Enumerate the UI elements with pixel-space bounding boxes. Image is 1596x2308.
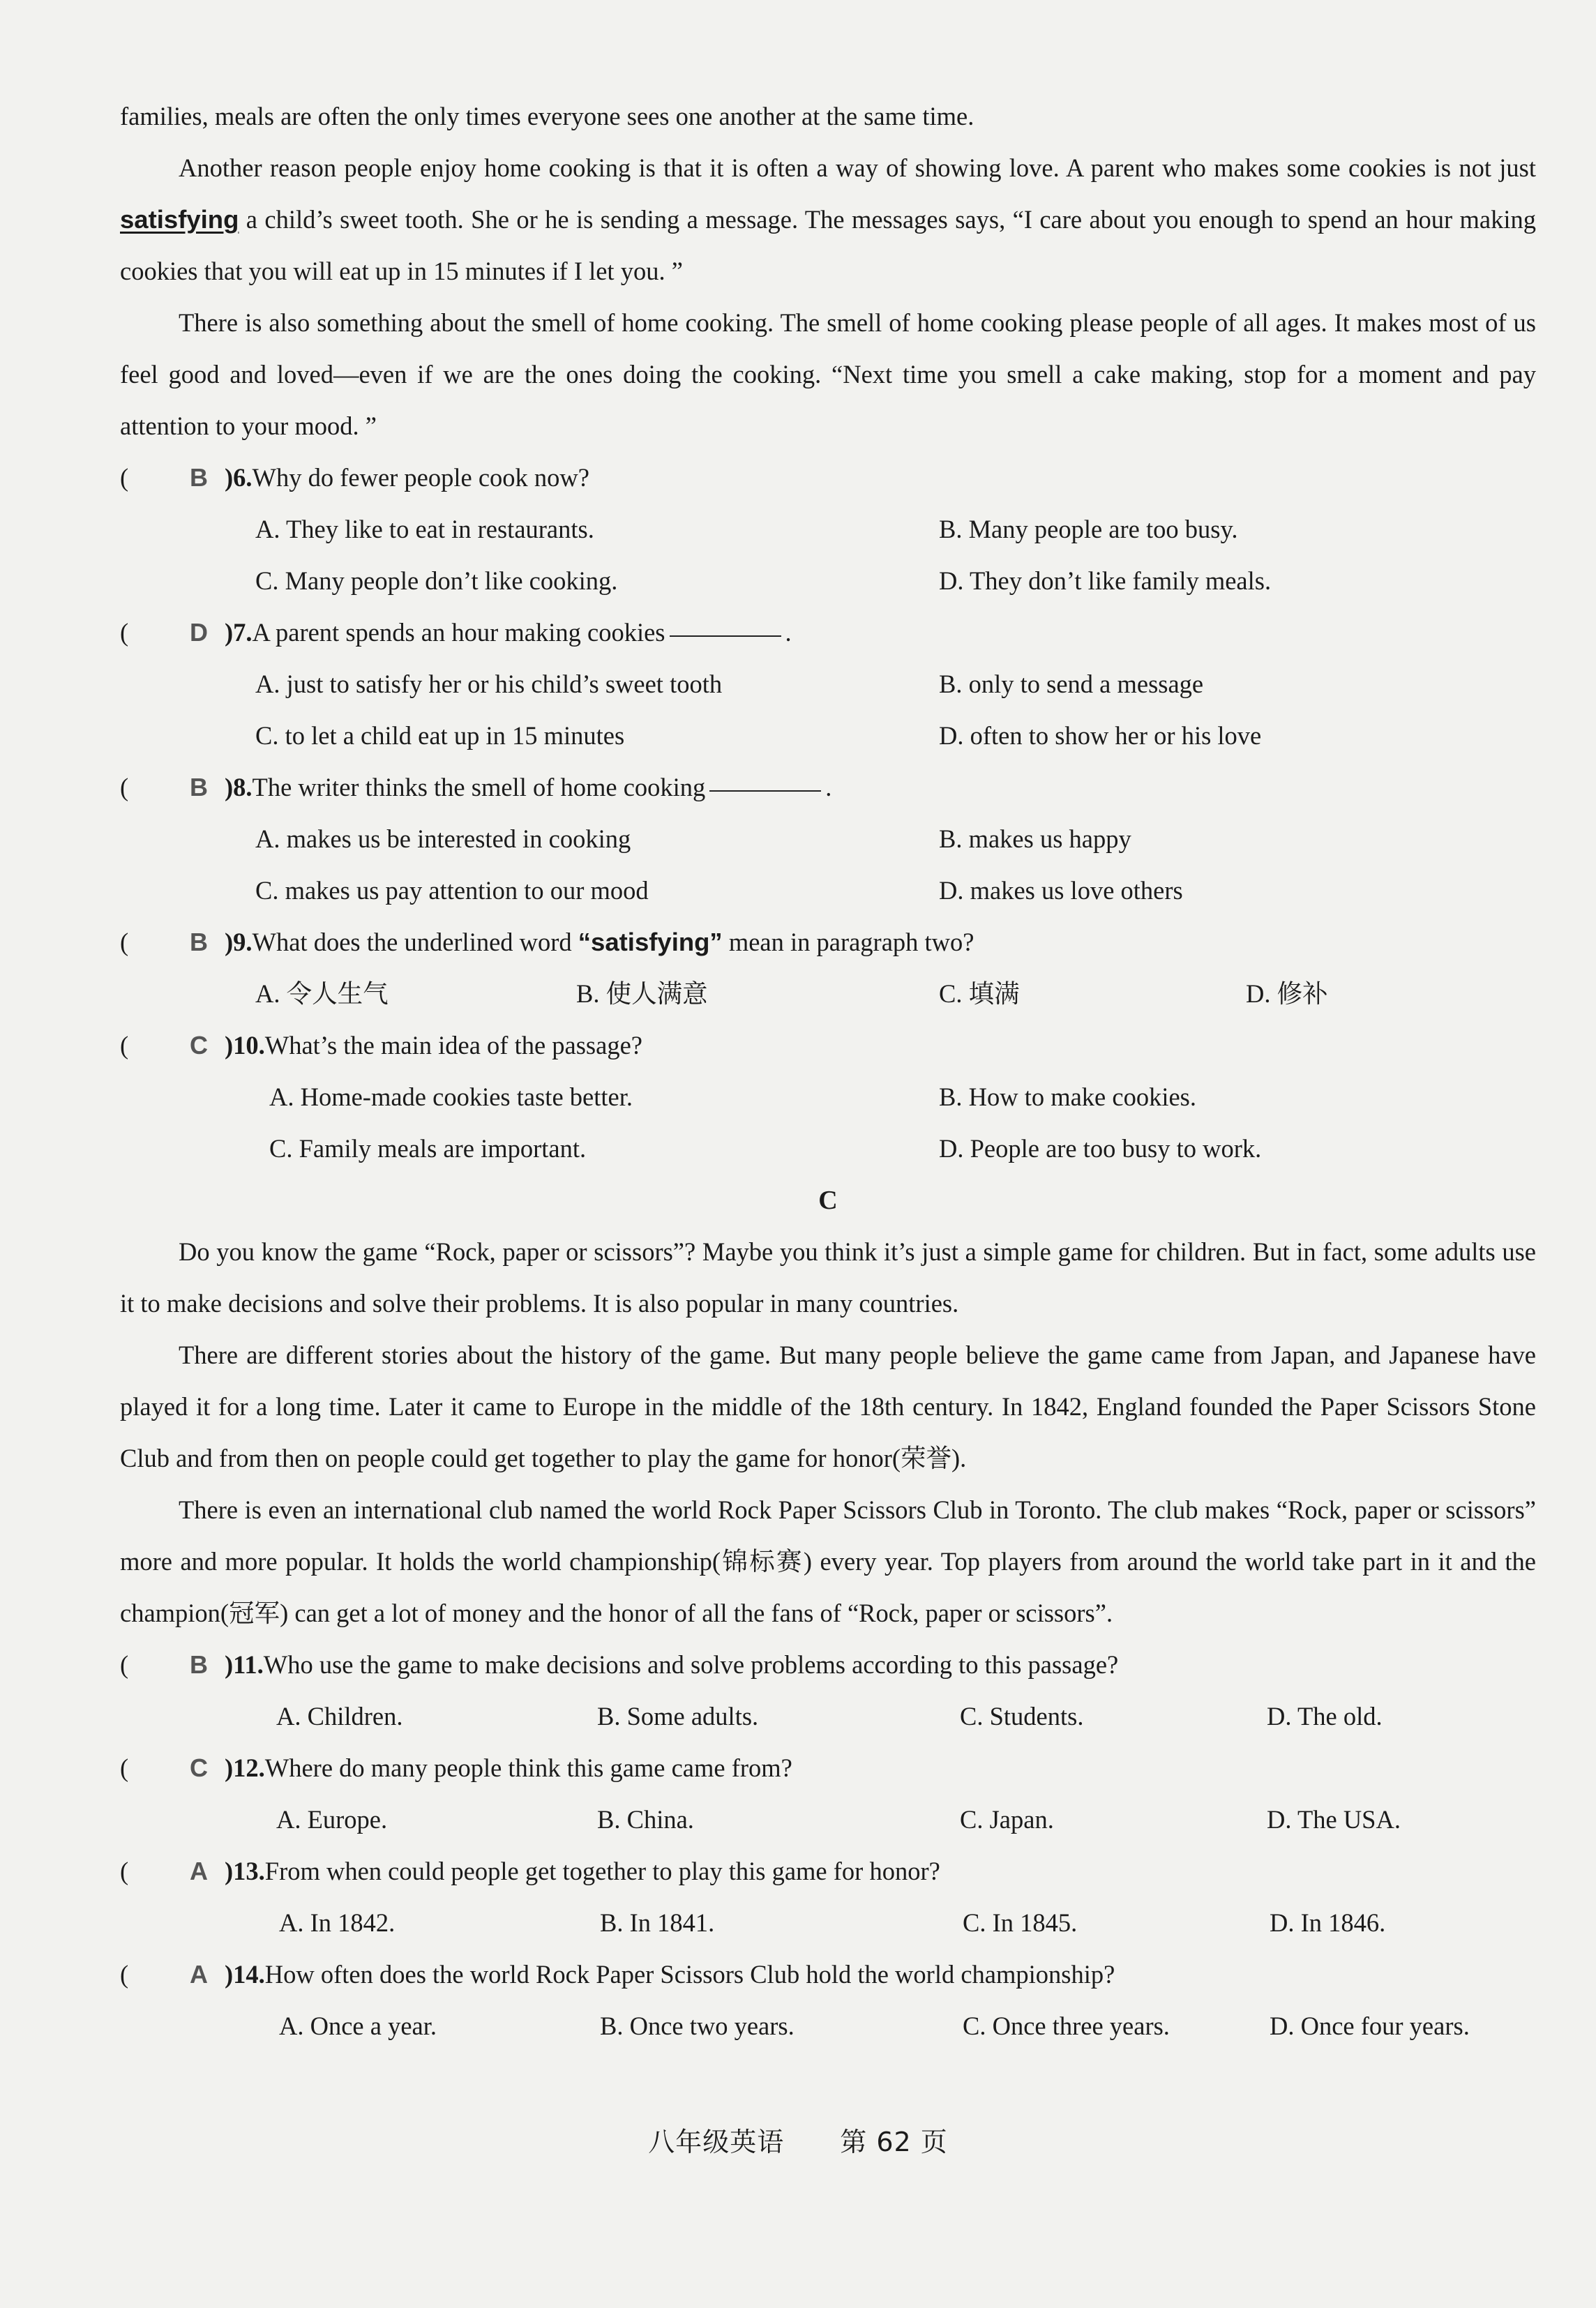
question-6 bbox=[120, 452, 1536, 504]
option-d: D. Once four years. bbox=[1270, 2012, 1470, 2040]
option-b: B. 使人满意 bbox=[576, 979, 708, 1008]
passage-paragraph: families, meals are often the only times everyone sees one another at the same time. bbox=[120, 102, 974, 130]
options bbox=[120, 1691, 1536, 1742]
answer-bracket: ( D bbox=[120, 607, 225, 658]
option-d: D. often to show her or his love bbox=[939, 721, 1262, 750]
answer-letter: B bbox=[190, 1650, 208, 1679]
answer-blank bbox=[709, 790, 821, 792]
passage-paragraph: Do you know the game “Rock, paper or scissors”? Maybe you think it’s just a simple game for children. But in fact, some adults use it to make decisions and solve their problems. It is also popular in many countries. bbox=[120, 1237, 1536, 1318]
option-c: C. Once three years. bbox=[963, 2012, 1170, 2040]
section-title: C bbox=[818, 1186, 838, 1215]
options bbox=[120, 813, 1536, 865]
option-b: B. Once two years. bbox=[600, 2012, 795, 2040]
question-number: )6. bbox=[225, 463, 253, 492]
answer-letter: C bbox=[190, 1753, 208, 1782]
question-end: . bbox=[825, 773, 832, 801]
answer-letter: D bbox=[190, 618, 208, 647]
question-7 bbox=[120, 607, 1536, 658]
options bbox=[120, 1794, 1536, 1846]
answer-bracket: ( A bbox=[120, 1846, 225, 1897]
option-c: C. Many people don’t like cooking. bbox=[255, 566, 618, 595]
answer-bracket: ( C bbox=[120, 1742, 225, 1794]
worksheet-content bbox=[120, 91, 1536, 2052]
option-c: C. Students. bbox=[960, 1702, 1084, 1730]
question-number: )9. bbox=[225, 928, 253, 956]
passage-paragraph: There is even an international club named the world Rock Paper Scissors Club in Toronto. The club makes “Rock, paper or scissors” more and more popular. It holds the world championship(锦标赛) every year. Top players from around the world take part in it and the champion(冠军) can get a lot of money and the honor of all the fans of “Rock, paper or scissors”. bbox=[120, 1495, 1536, 1627]
text-run: a child’s sweet tooth. She or he is sending a message. The messages says, “I care about you enough to spend an hour making cookies that you will eat up in 15 minutes if I let you. ” bbox=[120, 205, 1536, 285]
options bbox=[120, 504, 1536, 555]
option-a: A. Children. bbox=[276, 1702, 403, 1730]
option-b: B. Many people are too busy. bbox=[939, 515, 1238, 543]
option-a: A. Home-made cookies taste better. bbox=[269, 1083, 633, 1111]
question-text: The writer thinks the smell of home cooking bbox=[252, 773, 706, 801]
answer-bracket: ( A bbox=[120, 1949, 225, 2000]
question-number: )13. bbox=[225, 1857, 265, 1885]
option-a: A. Europe. bbox=[276, 1805, 388, 1834]
option-b: B. makes us happy bbox=[939, 824, 1131, 853]
options bbox=[120, 710, 1536, 762]
answer-bracket: ( B bbox=[120, 762, 225, 813]
answer-letter: B bbox=[190, 773, 208, 801]
question-text: Who use the game to make decisions and solve problems according to this passage? bbox=[263, 1650, 1119, 1679]
footer-page-number: 第 62 页 bbox=[840, 2127, 948, 2157]
option-a: A. They like to eat in restaurants. bbox=[255, 515, 594, 543]
question-number: )11. bbox=[225, 1650, 264, 1679]
option-d: D. The USA. bbox=[1267, 1805, 1401, 1834]
text-run: What does the underlined word bbox=[252, 928, 578, 956]
option-d: D. 修补 bbox=[1246, 979, 1328, 1008]
question-text bbox=[253, 917, 974, 968]
option-b: B. How to make cookies. bbox=[939, 1083, 1196, 1111]
footer-grade: 八年级英语 bbox=[648, 2127, 785, 2157]
page-footer bbox=[0, 2120, 1596, 2159]
answer-letter: A bbox=[190, 1857, 208, 1885]
options bbox=[120, 1071, 1536, 1123]
passage-paragraph: There is also something about the smell of home cooking. The smell of home cooking please people of all ages. It makes most of us feel good and loved—even if we are the ones doing the cooking. “Next time you smell a cake making, stop for a moment and pay attention to your mood. ” bbox=[120, 308, 1536, 440]
question-text: Where do many people think this game came from? bbox=[264, 1753, 792, 1782]
options bbox=[120, 1123, 1536, 1175]
options bbox=[120, 2000, 1536, 2052]
answer-letter: B bbox=[190, 928, 208, 956]
options bbox=[120, 968, 1536, 1020]
question-number: )8. bbox=[225, 773, 253, 801]
question-text: What’s the main idea of the passage? bbox=[264, 1031, 642, 1059]
quoted-word: “satisfying” bbox=[578, 928, 723, 956]
question-10 bbox=[120, 1020, 1536, 1071]
question-8 bbox=[120, 762, 1536, 813]
text-run: mean in paragraph two? bbox=[722, 928, 974, 956]
options bbox=[120, 865, 1536, 917]
option-c: C. to let a child eat up in 15 minutes bbox=[255, 721, 625, 750]
option-b: B. China. bbox=[597, 1805, 694, 1834]
answer-bracket: ( C bbox=[120, 1020, 225, 1071]
option-c: C. Japan. bbox=[960, 1805, 1054, 1834]
question-text: Why do fewer people cook now? bbox=[252, 463, 589, 492]
passage-paragraph: There are different stories about the history of the game. But many people believe the game came from Japan, and Japanese have played it for a long time. Later it came to Europe in the middle of the 18th century. In 1842, England founded the Paper Scissors Stone Club and from then on people could get together to play the game for honor(荣誉). bbox=[120, 1341, 1536, 1472]
question-text: How often does the world Rock Paper Scissors Club hold the world championship? bbox=[264, 1960, 1115, 1989]
option-a: A. just to satisfy her or his child’s sweet tooth bbox=[255, 670, 723, 698]
option-a: A. 令人生气 bbox=[255, 979, 389, 1008]
option-c: C. makes us pay attention to our mood bbox=[255, 876, 649, 905]
option-a: A. makes us be interested in cooking bbox=[255, 824, 631, 853]
answer-letter: C bbox=[190, 1031, 208, 1059]
question-13 bbox=[120, 1846, 1536, 1897]
option-c: C. Family meals are important. bbox=[269, 1134, 587, 1163]
option-b: B. In 1841. bbox=[600, 1908, 715, 1937]
option-c: C. In 1845. bbox=[963, 1908, 1078, 1937]
question-number: )14. bbox=[225, 1960, 265, 1989]
option-a: A. Once a year. bbox=[279, 2012, 437, 2040]
option-d: D. In 1846. bbox=[1270, 1908, 1386, 1937]
option-b: B. Some adults. bbox=[597, 1702, 759, 1730]
question-number: )10. bbox=[225, 1031, 265, 1059]
question-number: )12. bbox=[225, 1753, 265, 1782]
underlined-word: satisfying bbox=[120, 205, 239, 234]
answer-letter: A bbox=[190, 1960, 208, 1989]
answer-bracket: ( B bbox=[120, 452, 225, 504]
question-text: From when could people get together to play this game for honor? bbox=[264, 1857, 940, 1885]
answer-letter: B bbox=[190, 463, 208, 492]
option-d: D. People are too busy to work. bbox=[939, 1134, 1262, 1163]
option-d: D. The old. bbox=[1267, 1702, 1383, 1730]
answer-bracket: ( B bbox=[120, 917, 225, 968]
text-run: Another reason people enjoy home cooking is that it is often a way of showing love. A parent who makes some cookies is not just bbox=[179, 153, 1536, 182]
answer-blank bbox=[670, 635, 781, 637]
question-11 bbox=[120, 1639, 1536, 1691]
question-9 bbox=[120, 917, 1536, 968]
question-14 bbox=[120, 1949, 1536, 2000]
option-d: D. They don’t like family meals. bbox=[939, 566, 1272, 595]
option-a: A. In 1842. bbox=[279, 1908, 396, 1937]
option-d: D. makes us love others bbox=[939, 876, 1183, 905]
options bbox=[120, 1897, 1536, 1949]
option-b: B. only to send a message bbox=[939, 670, 1204, 698]
question-end: . bbox=[785, 618, 792, 647]
answer-bracket: ( B bbox=[120, 1639, 225, 1691]
options bbox=[120, 555, 1536, 607]
question-text: A parent spends an hour making cookies bbox=[252, 618, 665, 647]
options bbox=[120, 658, 1536, 710]
question-12 bbox=[120, 1742, 1536, 1794]
passage-paragraph bbox=[120, 142, 1536, 297]
option-c: C. 填满 bbox=[939, 979, 1020, 1008]
question-number: )7. bbox=[225, 618, 253, 647]
